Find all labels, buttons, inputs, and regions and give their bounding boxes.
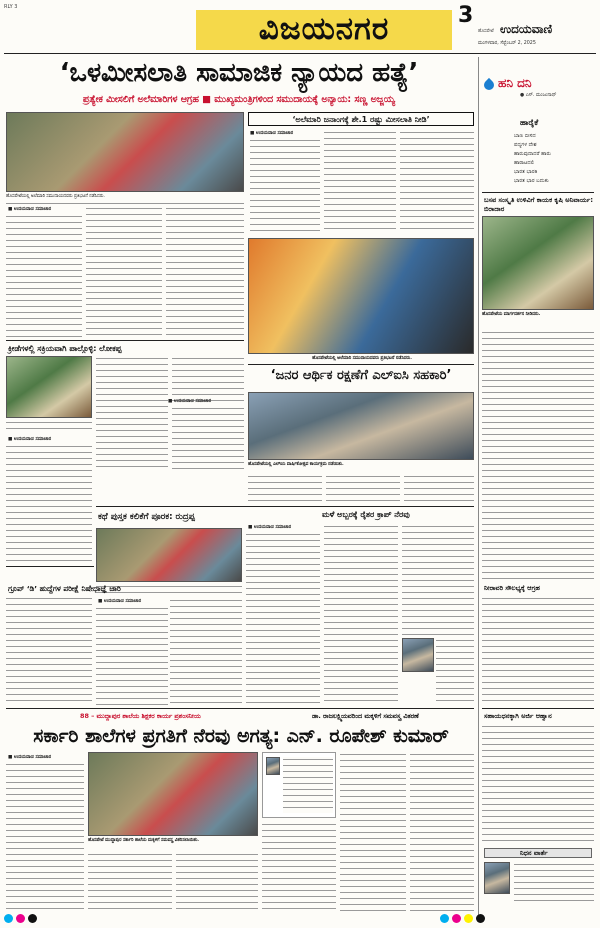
- sidebar-divider: [482, 708, 594, 709]
- reading-headline: ಕಥೆ ಪುಸ್ತಕ ಕಲಿಕೆಗೆ ಪೂರಕ: ರುದ್ರಪ್ಪ: [98, 512, 195, 522]
- bottom-photo-caption: ಹೊಸಪೇಟೆ ಮುದ್ದಾಪುರ ಸರ್ಕಾರಿ ಶಾಲೆಯ ಮಕ್ಕಳಿಗೆ ಸಮವಸ್ತ್ರ ವಿತರಿಸಲಾಯಿತು.: [88, 838, 200, 843]
- sports-photo: [6, 356, 92, 418]
- bottom-text-f: [410, 752, 474, 912]
- brand-name: ಉದಯವಾಣಿ: [500, 22, 553, 36]
- bottom-text-d: [262, 822, 336, 912]
- registration-mark: [464, 914, 473, 923]
- lead-caption-left: ಹೊಸಪೇಟೆಯಲ್ಲಿ ಅಲೆಮಾರಿ ಸಮುದಾಯದವರು ಪ್ರತಿಭಟನೆ ನಡೆಸಿದರು.: [6, 194, 105, 199]
- poem-line: ಹಾರಾಟದಲಿ: [514, 160, 535, 166]
- lead-text-col-c: [400, 130, 474, 234]
- poem-line: ಬಾಣ ಬೀಸದ: [514, 133, 536, 139]
- registration-mark: [476, 914, 485, 923]
- sidebar-story-text: [482, 330, 594, 580]
- obituary-head: ನಿಧನ ವಾರ್ತೆ: [520, 849, 548, 857]
- lead-text-col-b: [324, 130, 396, 234]
- bottom-text-c: [176, 852, 258, 912]
- sidebar-story3-text: [482, 724, 594, 844]
- lead-photo-main: [248, 238, 474, 354]
- bottom-text-b: [88, 852, 172, 912]
- lead-left-col-c: [166, 206, 244, 338]
- sports-text-c: [6, 444, 92, 564]
- lead-quote-box: ‘ಅಲೆಮಾರಿ ಜನಾಂಗಕ್ಕೆ ಶೇ.1 ರಷ್ಟು ಮೀಸಲಾತಿ ನೀಡಿ’: [248, 112, 474, 126]
- poem-line: ಭಾರತ ಭಾರತಿ: [514, 169, 538, 175]
- lead-byline: ■ ಉದಯವಾಣಿ ಸಮಾಚಾರ: [250, 131, 294, 136]
- section-rule: [6, 566, 94, 567]
- sidebar-photo: [482, 216, 594, 310]
- brand-small: ಹೊಸಪೇಟೆ: [478, 29, 494, 34]
- reading-text-b: [170, 598, 242, 706]
- teachers-strip-right: ಡಾ. ರಾಜಲಕ್ಷ್ಮಿಯವರಿಂದ ಮಕ್ಕಳಿಗೆ ಸಮವಸ್ತ್ರ ವಿತರಣೆ: [312, 712, 419, 720]
- sidebar-brand: ಹನಿ ದನಿ: [498, 76, 532, 90]
- sidebar-brand-sub: ● ಎಸ್. ಮಂಜುನಾಥ್: [520, 93, 557, 98]
- lead-photo-main-caption: ಹೊಸಪೇಟೆಯಲ್ಲಿ ಅಲೆಮಾರಿ ಸಮುದಾಯದವರು ಪ್ರತಿಭಟನೆ ನಡೆಸಿದರು.: [312, 356, 412, 361]
- reading-byline: ■ ಉದಯವಾಣಿ ಸಮಾಚಾರ: [98, 599, 142, 604]
- quote-text: [283, 757, 333, 813]
- sports-byline: ■ ಉದಯವಾಣಿ ಸಮಾಚಾರ: [8, 437, 52, 442]
- lead-subheadline: ಪ್ರತ್ಯೇಕ ಮೀಸಲಿಗೆ ಅಲೆಮಾರಿಗಳ ಆಗ್ರಹ ■ ಮುಖ್ಯಮಂತ್ರಿಗಳಿಂದ ಸಮುದಾಯಕ್ಕೆ ಅನ್ಯಾಯ: ಸಣ್ಣ ಅಜ್ಜಯ್ಯ: [82, 94, 396, 105]
- lic-headline: ‘ಜನರ ಆರ್ಥಿಕ ರಕ್ಷಣೆಗೆ ಎಲ್‌ಐಸಿ ಸಹಕಾರಿ’: [270, 368, 452, 383]
- obituary-text: [514, 862, 594, 902]
- bottom-photo: [88, 752, 258, 836]
- registration-mark: [452, 914, 461, 923]
- rain-photo: [402, 638, 434, 672]
- teachers-strip-left: 88 – ಮುದ್ದಾಪುರ ಶಾಲೆಯ ಶಿಕ್ಷಕರ ಕಾರ್ಯ ಪ್ರಶಂಸನೀಯ: [80, 712, 201, 720]
- rain-text-b: [324, 524, 398, 706]
- page-number: 3: [458, 3, 474, 28]
- bottom-text-a: [6, 762, 84, 912]
- lead-headline: ‘ಒಳಮೀಸಲಾತಿ ಸಾಮಾಜಿಕ ನ್ಯಾಯದ ಹತ್ಯೆ’: [59, 58, 419, 88]
- poem-title: ಹಾರೈಕೆ: [520, 118, 539, 127]
- lic-text-b: [248, 474, 322, 504]
- registration-mark: [4, 914, 13, 923]
- bottom-headline: ಸರ್ಕಾರಿ ಶಾಲೆಗಳ ಪ್ರಗತಿಗೆ ನೆರವು ಅಗತ್ಯ: ಎನ್. ರೂಪೇಶ್ ಕುಮಾರ್: [33, 725, 449, 747]
- group-d-text-a: [6, 596, 92, 706]
- sidebar-story2-text: [482, 596, 594, 704]
- lead-photo-left: [6, 112, 244, 192]
- rain-text-c: [402, 524, 474, 636]
- lic-text-a: [172, 406, 244, 470]
- bottom-byline: ■ ಉದಯವಾಣಿ ಸಮಾಚಾರ: [8, 755, 52, 760]
- rain-photo-caption: [436, 638, 474, 706]
- issue-date: ಮಂಗಳವಾರ, ಸೆಪ್ಟೆಂಬರ್ 2, 2025: [478, 41, 536, 46]
- sidebar-story2-headline: ನೀರಾವರಿ ಸೌಲಭ್ಯಕ್ಕೆ ಆಗ್ರಹ: [484, 584, 540, 592]
- masthead-rule: [4, 53, 596, 54]
- section-title: ವಿಜಯನಗರ: [258, 11, 390, 47]
- lead-text-col-a: [250, 138, 320, 234]
- poem-line: ಪದ್ಯಗಳ ದೇಶ: [514, 142, 537, 148]
- group-d-headline: ಗ್ರೂಪ್ ‘ಡಿ’ ಹುದ್ದೆಗಳ ಪರೀಕ್ಷೆ ನಿಷೇಧಾಜ್ಞೆ ಜಾರಿ: [8, 584, 121, 593]
- poem-lines: [514, 132, 594, 186]
- bottom-text-e: [340, 752, 406, 912]
- sidebar-story3-headline: ಸಹಾಯಧನಕ್ಕಾಗಿ ಅರ್ಜಿ ಆಹ್ವಾನ: [484, 712, 552, 720]
- lic-text-c: [326, 474, 400, 504]
- lic-byline: ■ ಉದಯವಾಣಿ ಸಮಾಚಾರ: [168, 399, 212, 404]
- reading-text-a: [96, 606, 168, 706]
- lic-text-d: [404, 474, 474, 504]
- section-rule: [6, 708, 474, 709]
- edition-code: RLY 3: [4, 4, 18, 10]
- section-rule: [96, 506, 474, 507]
- lead-left-byline: ■ ಉದಯವಾಣಿ ಸಮಾಚಾರ: [8, 207, 52, 212]
- sidebar-photo-caption: ಹೊಸಪೇಟೆಯ ಮಾರ್ಗದರ್ಶನ ನೀಡಿದರು.: [482, 312, 541, 317]
- poem-line: ಹಾರುವುದಾದರೆ ಹಾರು: [514, 151, 552, 157]
- section-rule: [248, 364, 474, 365]
- registration-mark: [440, 914, 449, 923]
- sidebar-story-headline: ಬಸವ ಸಂಸ್ಕೃತಿ ಉಳಿವಿಗೆ ಕಾಯಕ ಕೃಷಿ ಅನಿವಾರ್ಯ: ಬಿರಾದಾರ: [484, 196, 593, 213]
- section-rule: [6, 340, 244, 341]
- rain-text-a: [246, 532, 320, 706]
- sports-text-a: [96, 356, 168, 468]
- sports-photo-caption: [6, 420, 92, 432]
- lic-photo: [248, 392, 474, 460]
- sports-headline: ಕ್ರೀಡೆಗಳಲ್ಲಿ ಸಕ್ರಿಯವಾಗಿ ಪಾಲ್ಗೊಳ್ಳಿ: ಲೋಕಪ್ಪ: [8, 344, 122, 353]
- sidebar-divider: [482, 192, 594, 193]
- rain-byline: ■ ಉದಯವಾಣಿ ಸಮಾಚಾರ: [248, 525, 292, 530]
- bottom-quote-box: [262, 752, 336, 818]
- rain-headline: ಮಳೆ ಅಬ್ಬರಕ್ಕೆ ರೈತರ ಕ್ರಾಪ್ ನೆರವು: [322, 510, 410, 519]
- poem-line: ಭಾರತ ಭಾರ ಬದುಕು: [514, 178, 549, 184]
- registration-mark: [28, 914, 37, 923]
- quote-avatar: [266, 757, 280, 775]
- lead-left-col-a: [6, 214, 82, 338]
- reading-photo: [96, 528, 242, 582]
- lic-photo-caption: ಹೊಸಪೇಟೆಯಲ್ಲಿ ಎಲ್‌ಐಸಿ ವಾರ್ಷಿಕೋತ್ಸವ ಕಾರ್ಯಕ್ರಮ ನಡೆಯಿತು.: [248, 462, 344, 467]
- lead-photo-left-caption: [6, 194, 244, 204]
- obituary-photo: [484, 862, 510, 894]
- lead-left-col-b: [86, 206, 162, 338]
- registration-mark: [16, 914, 25, 923]
